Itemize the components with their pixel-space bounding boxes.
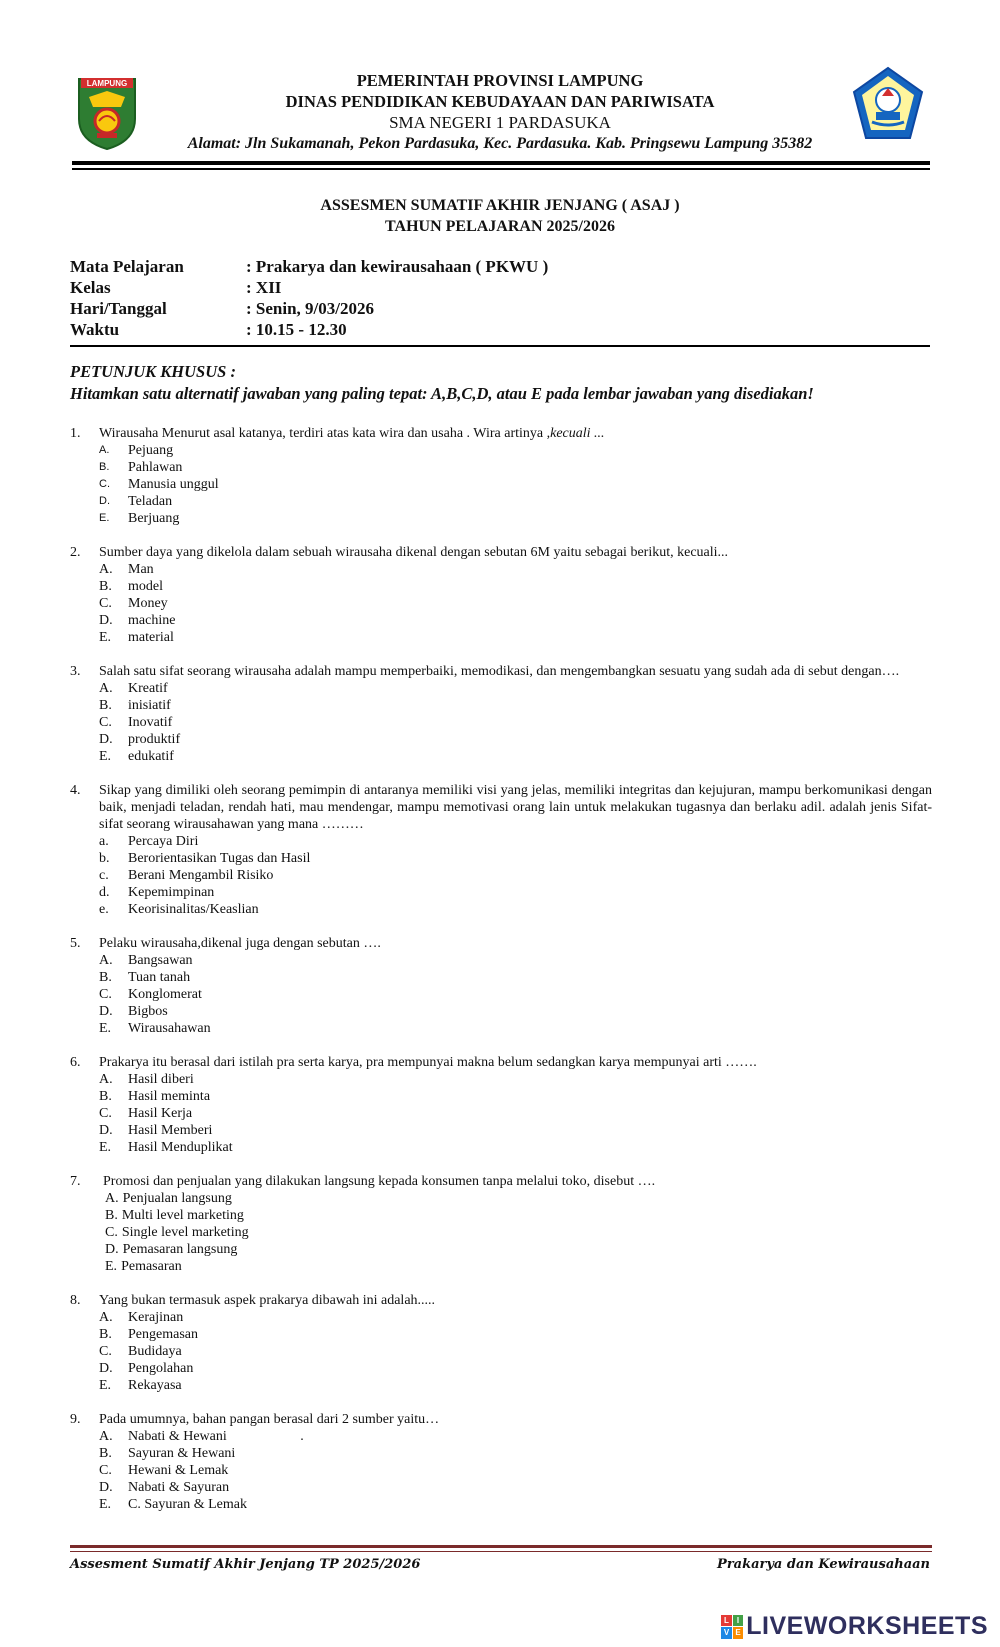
question-1 xyxy=(70,425,932,527)
question-9 xyxy=(70,1411,932,1513)
answer-option[interactable]: E. Wirausahawan xyxy=(99,1021,211,1036)
answer-option[interactable]: C. Hasil Kerja xyxy=(99,1106,193,1121)
question-6 xyxy=(70,1054,932,1156)
answer-option[interactable]: B. model xyxy=(99,579,163,594)
answer-option[interactable]: C. Konglomerat xyxy=(99,987,202,1002)
question-3 xyxy=(70,663,932,765)
answer-option[interactable]: A. Kerajinan xyxy=(99,1310,184,1325)
question-text: Sumber daya yang dikelola dalam sebuah wirausaha dikenal dengan sebutan 6M yaitu sebagai berikut, kecuali... xyxy=(99,545,729,560)
info-row xyxy=(70,298,548,319)
instructions xyxy=(70,361,814,405)
answer-option[interactable]: C. Hewani & Lemak xyxy=(99,1463,229,1478)
answer-option[interactable]: A. Penjualan langsung xyxy=(105,1191,232,1206)
info-value: : Prakarya dan kewirausahaan ( PKWU ) xyxy=(246,257,549,276)
question-text: Wirausaha Menurut asal katanya, terdiri atas kata wira dan usaha . Wira artinya ,kecuali ... xyxy=(99,426,605,441)
answer-option[interactable]: E. Hasil Menduplikat xyxy=(99,1140,233,1155)
answer-option[interactable]: E. edukatif xyxy=(99,749,174,764)
answer-option[interactable]: D. Hasil Memberi xyxy=(99,1123,213,1138)
answer-option[interactable]: E. C. Sayuran & Lemak xyxy=(99,1497,247,1512)
answer-option[interactable]: B. Pahlawan xyxy=(99,460,183,475)
question-text: Salah satu sifat seorang wirausaha adalah mampu memperbaiki, memodikasi, dan mengembangkan sesuatu yang sudah ada di sebut dengan…. xyxy=(99,664,900,679)
answer-option[interactable]: a. Percaya Diri xyxy=(99,834,199,849)
answer-option[interactable]: C. Manusia unggul xyxy=(99,477,219,492)
question-text: Sikap yang dimiliki oleh seorang pemimpin di antaranya memiliki visi yang jelas, memiliki integritas dan kejujuran, mampu berkomunikasi dengan baik, menjadi teladan, rendah hati, mau mendengar, mampu memotivasi orang lain untuk melakukan tugasnya dan berlaku adil. adalah jenis Sifat-sifat seorang wirausahawan yang mana ……… xyxy=(99,783,932,832)
lampung-emblem-icon xyxy=(75,75,139,151)
answer-option[interactable]: D. Pemasaran langsung xyxy=(105,1242,238,1257)
answer-option[interactable]: B. Multi level marketing xyxy=(105,1208,244,1223)
question-number: 9. xyxy=(70,1412,81,1427)
answer-option[interactable]: d. Kepemimpinan xyxy=(99,885,215,900)
emblem-label: LAMPUNG xyxy=(86,79,128,88)
question-list xyxy=(70,425,932,1530)
liveworksheets-watermark xyxy=(721,1612,988,1641)
question-number: 5. xyxy=(70,936,81,951)
exam-title-line1: ASSESMEN SUMATIF AKHIR JENJANG ( ASAJ ) xyxy=(320,197,680,214)
answer-option[interactable]: b. Berorientasikan Tugas dan Hasil xyxy=(99,851,311,866)
info-rule xyxy=(70,345,930,347)
exam-title xyxy=(0,195,1000,237)
answer-option[interactable]: A. Kreatif xyxy=(99,681,168,696)
answer-option[interactable]: E. Berjuang xyxy=(99,511,180,526)
info-row xyxy=(70,256,548,277)
info-value: : XII xyxy=(246,278,282,297)
footer-left-text: Assesment Sumatif Akhir Jenjang TP 2025/2026 xyxy=(70,1557,421,1572)
question-text: Pada umumnya, bahan pangan berasal dari 2 sumber yaitu… xyxy=(99,1412,440,1427)
question-number: 8. xyxy=(70,1293,81,1308)
answer-option[interactable]: A. Bangsawan xyxy=(99,953,193,968)
info-row xyxy=(70,319,548,340)
question-2 xyxy=(70,544,932,646)
info-label: Hari/Tanggal xyxy=(70,299,167,318)
exam-title-line2: TAHUN PELAJARAN 2025/2026 xyxy=(385,218,615,235)
question-number: 3. xyxy=(70,664,81,679)
question-number: 6. xyxy=(70,1055,81,1070)
question-7 xyxy=(70,1173,932,1275)
answer-option[interactable]: B. inisiatif xyxy=(99,698,171,713)
header-rule-thick xyxy=(72,161,930,165)
answer-option[interactable]: E. Rekayasa xyxy=(99,1378,182,1393)
question-5 xyxy=(70,935,932,1037)
question-text: Promosi dan penjualan yang dilakukan langsung kepada konsumen tanpa melalui toko, disebut …. xyxy=(103,1174,656,1189)
footer-right-text: Prakarya dan Kewirausahaan xyxy=(717,1557,930,1572)
info-label: Mata Pelajaran xyxy=(70,257,184,276)
letterhead-line2: DINAS PENDIDIKAN KEBUDAYAAN DAN PARIWISATA xyxy=(285,92,715,111)
question-8 xyxy=(70,1292,932,1394)
answer-option[interactable]: C. Budidaya xyxy=(99,1344,182,1359)
question-text: Pelaku wirausaha,dikenal juga dengan sebutan …. xyxy=(99,936,381,951)
footer-rule-thick xyxy=(70,1545,932,1548)
answer-option[interactable]: c. Berani Mengambil Risiko xyxy=(99,868,274,883)
answer-option[interactable]: A. Pejuang xyxy=(99,443,174,458)
info-label: Kelas xyxy=(70,278,111,297)
answer-option[interactable]: C. Money xyxy=(99,596,168,611)
question-number: 1. xyxy=(70,426,81,441)
liveworksheets-logo-icon: L I V E xyxy=(721,1615,743,1639)
letterhead-address: Alamat: Jln Sukamanah, Pekon Pardasuka, Kec. Pardasuka. Kab. Pringsewu Lampung 35382 xyxy=(187,135,813,152)
liveworksheets-label: LIVEWORKSHEETS xyxy=(746,1612,988,1640)
school-badge-icon xyxy=(852,66,924,142)
footer-rule-thin xyxy=(70,1551,932,1552)
info-row xyxy=(70,277,548,298)
answer-option[interactable]: A. Hasil diberi xyxy=(99,1072,194,1087)
answer-option[interactable]: D. produktif xyxy=(99,732,181,747)
answer-option[interactable]: D. Bigbos xyxy=(99,1004,168,1019)
question-text: Prakarya itu berasal dari istilah pra serta karya, pra mempunyai makna belum sedangkan karya mempunyai arti ……. xyxy=(99,1055,757,1070)
answer-option[interactable]: D. Pengolahan xyxy=(99,1361,194,1376)
answer-option[interactable]: e. Keorisinalitas/Keaslian xyxy=(99,902,259,917)
answer-option[interactable]: A. Man xyxy=(99,562,154,577)
answer-option[interactable]: B. Sayuran & Hewani xyxy=(99,1446,236,1461)
info-label: Waktu xyxy=(70,320,120,339)
answer-option[interactable]: D. machine xyxy=(99,613,176,628)
letterhead xyxy=(140,70,860,154)
question-number: 7. xyxy=(70,1174,81,1189)
exam-info xyxy=(70,256,548,340)
answer-option[interactable]: B. Pengemasan xyxy=(99,1327,198,1342)
question-number: 4. xyxy=(70,783,81,798)
header-rule-thin xyxy=(72,168,930,170)
answer-option[interactable]: E. material xyxy=(99,630,174,645)
info-value: : Senin, 9/03/2026 xyxy=(246,299,374,318)
answer-option[interactable]: E. Pemasaran xyxy=(105,1259,182,1274)
info-value: : 10.15 - 12.30 xyxy=(246,320,347,339)
answer-option[interactable]: A. Nabati & Hewani . xyxy=(99,1429,304,1444)
question-4 xyxy=(70,782,932,918)
answer-option[interactable]: D. Teladan xyxy=(99,494,173,509)
answer-option[interactable]: B. Tuan tanah xyxy=(99,970,191,985)
instructions-text: Hitamkan satu alternatif jawaban yang paling tepat: A,B,C,D, atau E pada lembar jawaban yang disediakan! xyxy=(70,384,814,403)
question-text: Yang bukan termasuk aspek prakarya dibawah ini adalah..... xyxy=(99,1293,436,1308)
answer-option[interactable]: C. Single level marketing xyxy=(105,1225,249,1240)
question-number: 2. xyxy=(70,545,81,560)
letterhead-school: SMA NEGERI 1 PARDASUKA xyxy=(389,113,611,132)
answer-option[interactable]: C. Inovatif xyxy=(99,715,173,730)
instructions-heading: PETUNJUK KHUSUS : xyxy=(70,362,236,381)
letterhead-line1: PEMERINTAH PROVINSI LAMPUNG xyxy=(356,71,644,90)
answer-option[interactable]: B. Hasil meminta xyxy=(99,1089,211,1104)
answer-option[interactable]: D. Nabati & Sayuran xyxy=(99,1480,230,1495)
